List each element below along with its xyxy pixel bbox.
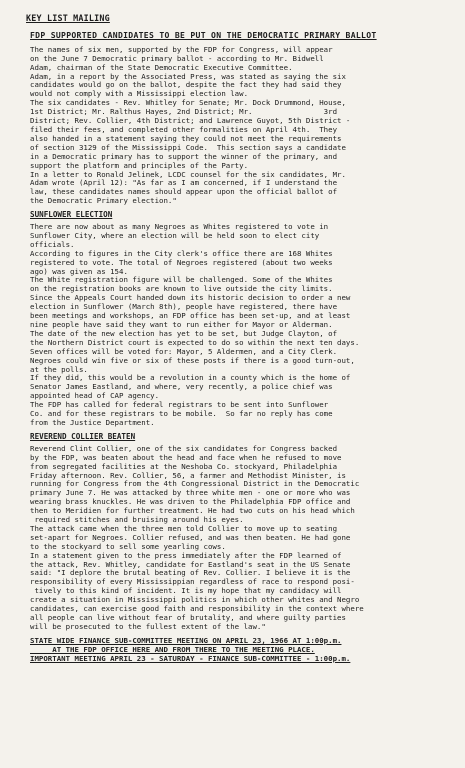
document-header: KEY LIST MAILING [26,13,110,23]
paragraph-fdp-candidates: The names of six men, supported by the FDP for Congress, will appear on the June 7 Democratic primary ballot - according to Mr. Bidwell Adam, chairman of the State Democratic Executive Committee. Adam, in a report by the Associated Press, was stated as saying the six candidates would go on the ballot, despite the fact they had said they would not comply with a Mississippi election law. The six candidates - Rev. Whitley for Senate; Mr. Dock Drummond, House, 1st District; Mr. Ralthus Hayes, 2nd District; Mr. 3rd District; Rev. Collier, 4th District; and Lawrence Guyot, 5th District - filed their fees, and completed other formalities on April 4th. They also handed in a statement saying they could not meet the requirements of section 3129 of the Mississippi Code. This section says a candidate in a Democratic primary has to support the winner of the primary, and support the platform and principles of the Party. In a letter to Ronald Jelinek, LCDC counsel for the six candidates, Mr. Adam wrote (April 12): "As far as I am concerned, if I understand the law, these candidates names should appear upon the official ballot of the Democratic Primary election." [30,44,351,206]
meeting-notice [30,636,443,663]
meeting-notice-line-1: STATE WIDE FINANCE SUB-COMMITTEE MEETING ON APRIL 23, 1966 AT 1:00p.m. [30,635,342,645]
paragraph-sunflower-election: There are now about as many Negroes as Whites registered to vote in Sunflower City, where an election will be held soon to elect city officials. According to figures in the City clerk's office there are 168 Whites registered to vote. The total of Negroes registered (about two weeks ago) was given as 154. The White registration figure will be challenged. Some of the Whites on the registration books are known to live outside the city limits. Since the Appeals Court handed down its historic decision to order a new election in Sunflower (March 8th), people have registered, there have been meetings and workshops, an FDP office has been set-up, and at least nine people have said they want to run either for Mayor or Alderman. The date of the new election has yet to be set, but Judge Clayton, of the Northern District court is expected to do so within the next ten days. Seven offices will be voted for: Mayor, 5 Aldermen, and a City Clerk. Negroes could win five or six of these posts if there is a good turn-out, at the polls. If they did, this would be a revolution in a county which is the home of Senator James Eastland, and where, very recently, a police chief was appointed head of CAP agency. The FDP has called for federal registrars to be sent into Sunflower Co. and for these registrars to be mobile. So far no reply has come from the Justice Department. [30,222,360,427]
section-heading-collier: REVEREND COLLIER BEATEN [30,431,136,441]
article-title-fdp-candidates: FDP SUPPORTED CANDIDATES TO BE PUT ON THE DEMOCRATIC PRIMARY BALLOT [30,29,377,40]
meeting-notice-line-3: IMPORTANT MEETING APRIL 23 - SATURDAY - FINANCE SUB-COMMITTEE - 1:00p.m. [30,653,351,663]
section-heading-sunflower: SUNFLOWER ELECTION [30,210,113,220]
meeting-notice-line-2: AT THE FDP OFFICE HERE AND FROM THERE TO THE MEETING PLACE. [30,644,315,654]
paragraph-collier-beaten: Reverend Clint Collier, one of the six candidates for Congress backed by the FDP, was beaten about the head and face when he refused to move from segregated facilities at the Neshoba Co. stockyard, Philadelphia Friday afternoon. Rev. Collier, 56, a farmer and Methodist Minister, is running for Congress from the 4th Congressional District in the Democratic primary June 7. He was attacked by three white men - one or more who was wearing brass knuckles. He was driven to the Philadelphia FDP office and then to Meridien for further treatment. He had two cuts on his head which required stitches and bruising around his eyes. The attack came when the three men told Collier to move up to seating set-apart for Negroes. Collier refused, and was then beaten. He had gone to the stockyard to sell some yearling cows. In a statement given to the press immediately after the FDP learned of the attack, Rev. Whitley, candidate for Eastland's seat in the US Senate said: "I deplore the brutal beating of Rev. Collier. I believe it is the responsibility of every Mississippian regardless of race to respond posi- tively to this kind of incident. It is my hope that my candidacy will create a situation in Mississippi politics in which other whites and Negro candidates, can exercise good faith and responsibility in the context where all people can live without fear of brutality, and where guilty parties will be prosecuted to the fullest extent of the law." [30,443,364,631]
